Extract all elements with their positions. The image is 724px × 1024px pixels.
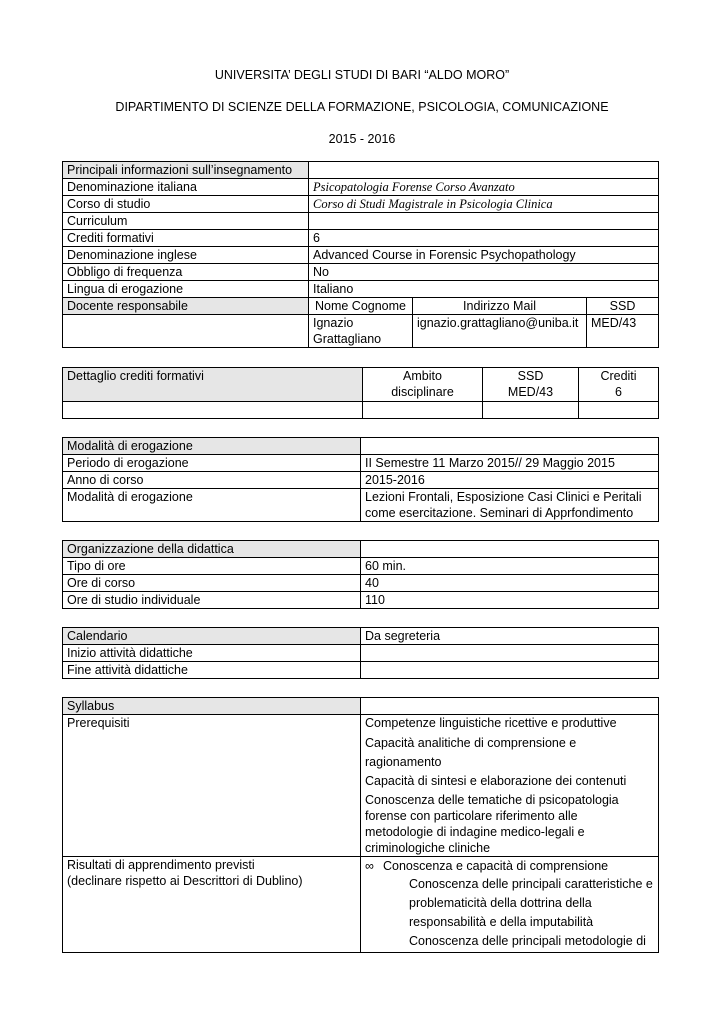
row-label: Periodo di erogazione [63,455,361,472]
row-value: No [309,264,659,281]
row-value: 110 [361,592,659,609]
modalita-line1: Lezioni Frontali, Esposizione Casi Clinici e Peritali [365,490,642,504]
row-value [309,213,659,230]
modalita-line2: come esercitazione. Seminari di Apprfondimento [365,506,634,520]
erogazione-title: Modalità di erogazione [63,438,361,455]
risultati-label-line2: (declinare rispetto ai Descrittori di Dublino) [67,874,303,888]
crediti-cfu [579,368,659,402]
row-label: Modalità di erogazione [63,489,361,522]
docente-col-ssd: SSD [587,298,659,315]
row-label: Corso di studio [63,196,309,213]
row-value: II Semestre 11 Marzo 2015// 29 Maggio 2015 [361,455,659,472]
docente-empty [63,315,309,348]
infinity-bullet-icon: ∞ [365,859,374,873]
empty-cell [63,402,363,419]
academic-year: 2015 - 2016 [328,132,396,146]
prereq-label: Prerequisiti [63,715,361,857]
row-value: Corso di Studi Magistrale in Psicologia Clinica [309,196,659,213]
docente-last-name: Grattagliano [313,332,382,346]
docente-mail[interactable]: ignazio.grattagliano@uniba.it [413,315,587,348]
risultati-content [361,857,659,953]
row-label: Denominazione inglese [63,247,309,264]
prereq-item: ragionamento [365,755,442,769]
empty-cell [361,541,659,558]
risultati-label [63,857,361,953]
empty-cell [361,645,659,662]
empty-cell [361,662,659,679]
docente-name [309,315,413,348]
calendario-title: Calendario [63,628,361,645]
bullet-line: Conoscenza delle principali caratteristiche e [409,877,653,891]
prereq-item: criminologiche cliniche [365,841,491,855]
prereq-item: Capacità di sintesi e elaborazione dei contenuti [365,774,627,788]
syllabus-table [62,697,659,953]
bullet-line: Conoscenza delle principali metodologie di [409,934,646,948]
row-value: 40 [361,575,659,592]
row-label: Lingua di erogazione [63,281,309,298]
bullet-title: Conoscenza e capacità di comprensione [383,859,609,873]
empty-cell [361,698,659,715]
risultati-label-line1: Risultati di apprendimento previsti [67,858,255,872]
inizio-label: Inizio attività didattiche [63,645,361,662]
didattica-title: Organizzazione della didattica [63,541,361,558]
crediti-ssd-line1: SSD [517,369,544,383]
prereq-item: metodologie di indagine medico-legali e [365,825,585,839]
info-section-title: Principali informazioni sull’insegnamento [63,162,309,179]
erogazione-table [62,437,659,522]
crediti-cfu-line2: 6 [615,385,622,399]
docente-col-mail: Indirizzo Mail [413,298,587,315]
row-value: Italiano [309,281,659,298]
docente-first-name: Ignazio [313,316,354,330]
prereq-list [361,715,659,857]
prereq-item: forense con particolare riferimento alle [365,809,578,823]
docente-col-name: Nome Cognome [309,298,413,315]
info-section-empty [309,162,659,179]
row-value: Advanced Course in Forensic Psychopathology [309,247,659,264]
row-label: Obbligo di frequenza [63,264,309,281]
row-label: Denominazione italiana [63,179,309,196]
prereq-item: Conoscenza delle tematiche di psicopatologia [365,793,619,807]
crediti-ambito-line1: Ambito [403,369,442,383]
row-label: Anno di corso [63,472,361,489]
crediti-table [62,367,659,419]
crediti-cfu-line1: Crediti [600,369,637,383]
empty-cell [483,402,579,419]
info-table [62,161,659,348]
crediti-title: Dettaglio crediti formativi [63,368,363,402]
empty-cell [579,402,659,419]
row-label: Ore di corso [63,575,361,592]
fine-label: Fine attività didattiche [63,662,361,679]
crediti-ambito [363,368,483,402]
didattica-table [62,540,659,609]
row-value: 60 min. [361,558,659,575]
department-title: DIPARTIMENTO DI SCIENZE DELLA FORMAZIONE, PSICOLOGIA, COMUNICAZIONE [115,100,609,114]
row-label: Curriculum [63,213,309,230]
bullet-line: responsabilità e della imputabilità [409,915,594,929]
empty-cell [361,438,659,455]
prereq-item: Capacità analitiche di comprensione e [365,736,577,750]
bullet-line: problematicità della dottrina della [409,896,592,910]
row-label: Ore di studio individuale [63,592,361,609]
crediti-ssd-line2: MED/43 [507,385,554,399]
prereq-item: Competenze linguistiche ricettive e produttive [365,716,617,730]
row-label: Tipo di ore [63,558,361,575]
crediti-ssd [483,368,579,402]
row-value [361,489,659,522]
syllabus-title: Syllabus [63,698,361,715]
calendario-table [62,627,659,679]
row-value: 2015-2016 [361,472,659,489]
row-label: Crediti formativi [63,230,309,247]
empty-cell [363,402,483,419]
row-value: 6 [309,230,659,247]
university-title: UNIVERSITA’ DEGLI STUDI DI BARI “ALDO MORO” [214,68,510,82]
crediti-ambito-line2: disciplinare [391,385,454,399]
bullet-item [365,857,654,875]
calendario-value: Da segreteria [361,628,659,645]
docente-label: Docente responsabile [63,298,309,315]
docente-ssd: MED/43 [587,315,659,348]
row-value: Psicopatologia Forense Corso Avanzato [309,179,659,196]
